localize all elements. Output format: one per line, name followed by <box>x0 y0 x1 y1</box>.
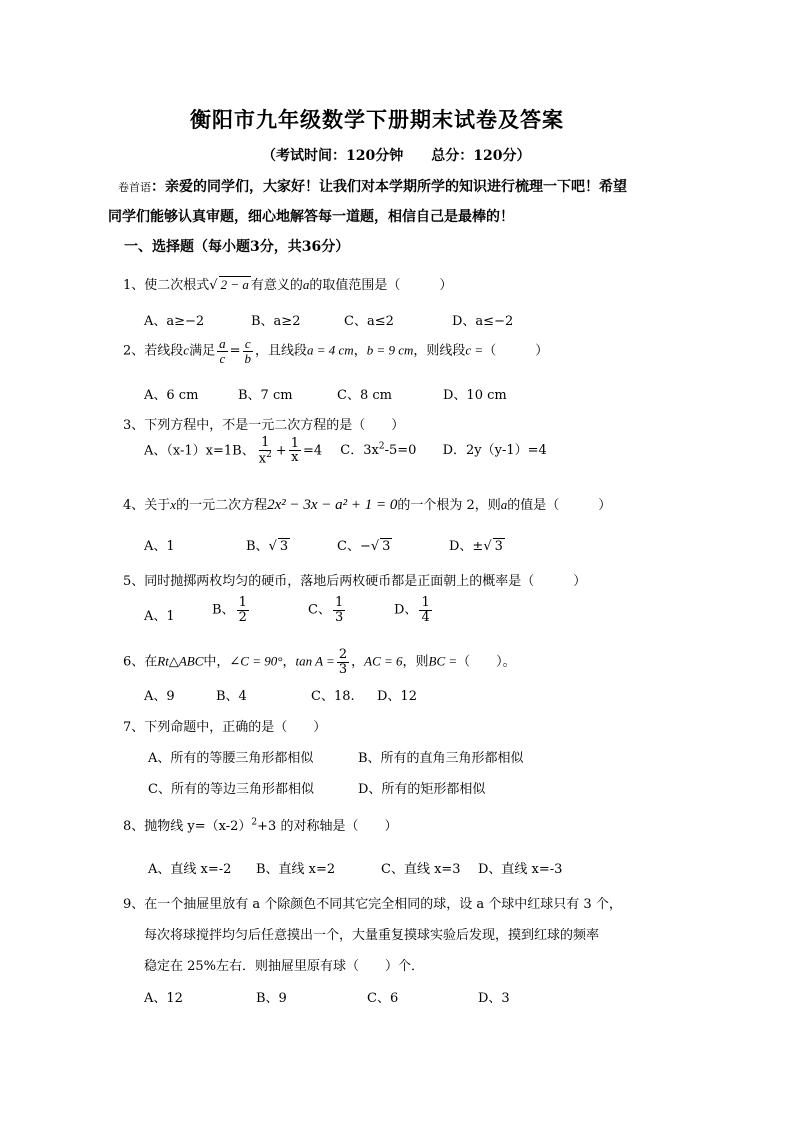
q2-frac-1 <box>217 337 228 365</box>
q5-optb-den: 2 <box>238 609 247 625</box>
q3-frac-1 <box>257 436 274 466</box>
question-9-line-2: 每次将球搅拌均匀后任意摸出一个，大量重复摸球实验后发现，摸到红球的频率 <box>144 928 600 943</box>
q2-mid2: ，且线段 <box>254 343 307 359</box>
q5-optd-den: 4 <box>421 609 430 625</box>
q2-cond2: b = 9 cm <box>366 342 414 358</box>
q1-radicand: 2 − a <box>220 277 249 292</box>
q2-mid3: ，则线段 <box>413 343 466 359</box>
q1-post: 的取值范围是（ ） <box>309 278 453 293</box>
question-5: 5、同时抛掷两枚均匀的硬币，落地后两枚硬币都是正面朝上的概率是（ ） <box>123 574 587 589</box>
q2-frac-2 <box>242 337 253 365</box>
q2-var: c <box>183 342 190 358</box>
q5-optb-pre: B、 <box>212 602 235 618</box>
q8-sup: 2 <box>251 817 258 828</box>
q2-option-d: D、10 cm <box>443 388 507 403</box>
q7-option-a: A、所有的等腰三角形都相似 <box>148 751 314 766</box>
q5-option-d <box>394 596 434 624</box>
q9-option-d: D、3 <box>478 991 510 1006</box>
q6-option-a: A、9 <box>144 689 175 704</box>
q2-post: （ ） <box>483 343 549 359</box>
q8-option-c: C、直线 x=3 <box>381 862 461 877</box>
q9-option-c: C、6 <box>367 991 399 1006</box>
exam-subtitle: （考试时间：120分钟 总分：120分） <box>262 148 531 164</box>
question-1 <box>123 274 452 293</box>
q4-post: 的值是（ ） <box>507 498 612 513</box>
q2-sep: ， <box>353 343 367 359</box>
q5-optd-frac <box>419 596 431 624</box>
q4-mid2: 的一个根为 2，则 <box>397 498 501 513</box>
q7-option-b: B、所有的直角三角形都相似 <box>358 751 524 766</box>
question-8 <box>123 815 397 834</box>
q4-pre: 4、关于 <box>123 498 171 513</box>
q2-frac1-den: c <box>219 350 226 366</box>
q3-eq: =4 <box>302 443 323 459</box>
q6-mid2: ，则 <box>402 654 429 670</box>
q2-eq: = <box>229 343 241 359</box>
q6-tan-frac <box>337 648 349 676</box>
q4-optc-pre: C、− <box>337 539 371 554</box>
intro-text-1: ：亲爱的同学们，大家好！让我们对本学期所学的知识进行梳理一下吧！希望 <box>151 179 627 195</box>
q6-bc: BC = <box>428 653 458 669</box>
q8-option-d: D、直线 x=-3 <box>478 862 563 877</box>
q5-option-b <box>212 596 251 624</box>
sqrt-icon: √ <box>268 539 277 554</box>
q1-option-c: C、a≤2 <box>344 314 394 329</box>
q2-frac1-num: a <box>219 336 226 351</box>
q3-optc-post: -5=0 <box>384 443 417 459</box>
q3-frac1-den-base: x <box>258 450 267 466</box>
q8-option-b: B、直线 x=2 <box>256 862 336 877</box>
q2-option-a: A、6 cm <box>144 388 199 403</box>
q5-optc-frac <box>333 596 345 624</box>
q6-tan-num: 2 <box>338 647 348 662</box>
q5-optd-pre: D、 <box>394 602 418 618</box>
q8-option-a: A、直线 x=-2 <box>148 862 232 877</box>
q5-option-a: A、1 <box>144 609 175 624</box>
q4-var: x <box>170 497 177 512</box>
q4-option-d <box>449 535 505 554</box>
q2-frac2-den: b <box>244 350 251 366</box>
sqrt-icon: √ <box>370 539 380 554</box>
q4-optb-pre: B、 <box>246 539 269 554</box>
q5-optc-den: 3 <box>334 609 344 625</box>
q4-mid: 的一元二次方程 <box>176 498 268 513</box>
question-3: 3、下列方程中，不是一元二次方程的是（ ） <box>123 418 405 433</box>
exam-title: 衡阳市九年级数学下册期末试卷及答案 <box>190 107 564 132</box>
q4-optd-pre: D、± <box>449 539 484 554</box>
q4-optb-rad: 3 <box>279 539 289 554</box>
q3-frac2-num: 1 <box>290 435 299 451</box>
q4-optc-rad: 3 <box>382 539 391 554</box>
question-9-line-1: 9、在一个抽屉里放有 a 个除颜色不同其它完全相同的球，设 a 个球中红球只有 3 个， <box>123 897 622 912</box>
q3-option-a: A、（x-1）x=1B、 <box>144 443 255 459</box>
q6-option-b: B、4 <box>216 689 247 704</box>
q3-options <box>144 436 547 466</box>
q4-var2: a <box>500 497 508 512</box>
q5-optc-num: 1 <box>334 595 344 610</box>
q3-frac-2 <box>289 437 301 465</box>
q6-ac: AC = 6 <box>364 653 403 669</box>
q3-option-d: D．2y（y-1）=4 <box>442 443 547 459</box>
q3-optc-sup: 2 <box>378 441 385 452</box>
q7-option-d: D、所有的矩形都相似 <box>358 782 486 797</box>
q6-option-c: C、18. <box>311 689 355 704</box>
q4-option-b <box>246 535 290 554</box>
q4-optd-rad: 3 <box>494 539 503 554</box>
q2-mid1: 满足 <box>189 343 216 359</box>
q5-optc-pre: C、 <box>308 602 331 618</box>
section-heading: 一、选择题（每小题3分，共36分） <box>124 239 350 255</box>
q3-frac1-den <box>257 451 274 466</box>
q1-pre: 1、使二次根式 <box>123 278 210 293</box>
q8-post: +3 的对称轴是（ ） <box>257 819 398 834</box>
q5-optb-num: 1 <box>238 595 247 610</box>
question-7: 7、下列命题中，正确的是（ ） <box>123 720 327 735</box>
q4-option-c <box>337 535 392 554</box>
q4-option-a: A、1 <box>144 539 175 554</box>
q6-pre: 6、在 <box>123 654 158 670</box>
q3-plus: + <box>275 443 287 459</box>
q6-tri: Rt△ABC <box>157 653 204 669</box>
q6-tan-den: 3 <box>338 661 348 677</box>
question-2 <box>123 337 548 365</box>
q1-mid: 有意义的 <box>250 278 303 293</box>
q2-cond1: a = 4 cm <box>307 342 354 358</box>
q6-angle: ∠C = 90° <box>229 653 283 669</box>
q7-option-c: C、所有的等边三角形都相似 <box>148 782 314 797</box>
q9-option-b: B、9 <box>256 991 287 1006</box>
q3-frac1-num: 1 <box>261 435 270 450</box>
intro-line-1 <box>118 176 627 196</box>
q6-option-d: D、12 <box>377 689 417 704</box>
q2-pre: 2、若线段 <box>123 343 184 359</box>
q6-post: （ ）。 <box>457 654 516 670</box>
q6-mid1: 中， <box>203 654 230 670</box>
q3-frac2-den: x <box>291 450 299 466</box>
q2-ask: c = <box>465 342 484 358</box>
q2-option-b: B、7 cm <box>238 388 293 403</box>
sqrt-icon: √ <box>209 278 218 293</box>
q8-pre: 8、抛物线 y=（x-2） <box>123 819 252 834</box>
q1-option-d: D、a≤−2 <box>452 314 514 329</box>
question-9-line-3: 稳定在 25%左右．则抽屉里原有球（ ）个． <box>144 959 425 974</box>
q5-optd-num: 1 <box>421 595 430 610</box>
q2-option-c: C、8 cm <box>337 388 392 403</box>
q6-sep1: ， <box>282 654 296 670</box>
intro-label: 卷首语 <box>118 181 151 194</box>
q1-var: a <box>302 277 310 292</box>
q6-tan: tan A = <box>295 653 335 669</box>
q5-option-c <box>308 596 347 624</box>
q3-option-c <box>340 443 416 458</box>
question-4 <box>123 494 611 514</box>
q6-sep2: ， <box>351 654 365 670</box>
sqrt-icon: √ <box>483 539 492 554</box>
q3-optc-pre: C．3x <box>340 443 379 459</box>
q9-option-a: A、12 <box>144 991 183 1006</box>
q3-frac1-sup: 2 <box>266 449 272 460</box>
intro-line-2: 同学们能够认真审题，细心地解答每一道题，相信自己是最棒的！ <box>108 209 514 225</box>
question-6 <box>123 648 516 676</box>
q2-frac2-num: c <box>244 336 251 351</box>
q4-equation: 2x² − 3x − a² + 1 = 0 <box>267 497 398 513</box>
q1-option-b: B、a≥2 <box>251 314 301 329</box>
q1-option-a: A、a≥−2 <box>144 314 205 329</box>
q5-optb-frac <box>237 596 249 624</box>
